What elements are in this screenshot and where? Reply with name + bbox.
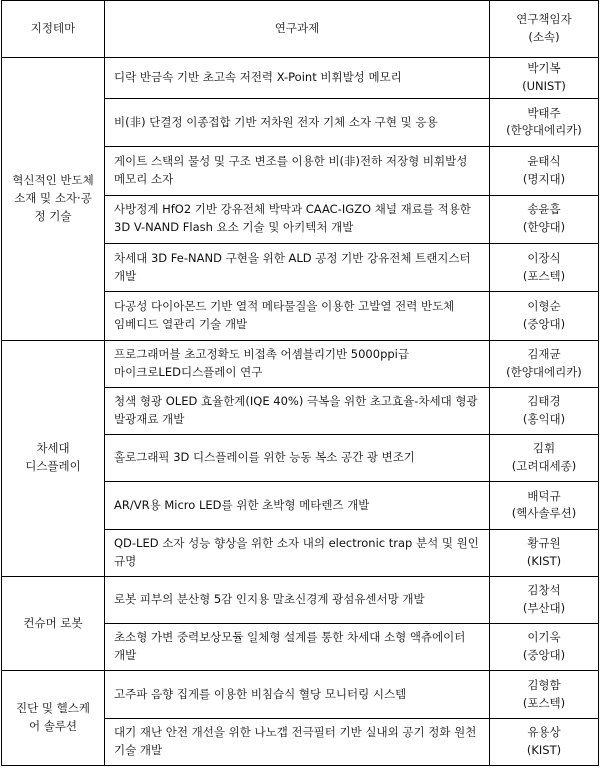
task-cell: 다공성 다이아몬드 기반 열적 메타물질을 이용한 고발열 전력 반도체 임베디드 열관리 기술 개발 [105, 292, 490, 340]
pi-cell: 김형함 (포스텍) [490, 671, 599, 718]
pi-cell: 김태경 (홍익대) [490, 387, 599, 434]
header-pi: 연구책임자 (소속) [490, 1, 599, 58]
pi-cell: 김창석 (부산대) [490, 576, 599, 623]
table-row [2, 58, 599, 99]
theme-cell-healthcare: 진단 및 헬스케 어 솔루션 [2, 671, 105, 766]
pi-cell: 박기복 (UNIST) [490, 58, 599, 99]
header-task: 연구과제 [105, 1, 490, 58]
pi-cell: 송윤흡 (한양대) [490, 195, 599, 243]
pi-cell: 유용상 (KIST) [490, 718, 599, 765]
task-cell: 차세대 3D Fe-NAND 구현을 위한 ALD 공정 기반 강유전체 트랜지스터 개발 [105, 243, 490, 291]
table-row [2, 576, 599, 623]
header-theme: 지정테마 [2, 1, 105, 58]
task-cell: 프로그래머블 초고정확도 비접촉 어셈블리기반 5000ppi급 마이크로LED디스플레이 연구 [105, 340, 490, 387]
pi-cell: 배덕규 (헥사솔루션) [490, 482, 599, 529]
table-row [2, 340, 599, 387]
theme-cell-semiconductor: 혁신적인 반도체 소재 및 소자·공 정 기술 [2, 58, 105, 341]
pi-cell: 황규원 (KIST) [490, 529, 599, 576]
pi-cell: 김휘 (고려대세종) [490, 435, 599, 482]
task-cell: 초소형 가변 중력보상모듈 일체형 설계를 통한 차세대 소형 액츄에이터 개발 [105, 624, 490, 671]
pi-cell: 김재균 (한양대에리카) [490, 340, 599, 387]
pi-cell: 윤태식 (명지대) [490, 147, 599, 195]
pi-cell: 박태주 (한양대에리카) [490, 98, 599, 146]
pi-cell: 이장식 (포스텍) [490, 243, 599, 291]
pi-cell: 이형순 (중앙대) [490, 292, 599, 340]
theme-cell-robot: 컨슈머 로봇 [2, 576, 105, 671]
task-cell: 디락 반금속 기반 초고속 저전력 X-Point 비휘발성 메모리 [105, 58, 490, 99]
task-cell: 고주파 음향 집게를 이용한 비침습식 혈당 모니터링 시스템 [105, 671, 490, 718]
task-cell: 게이트 스택의 물성 및 구조 변조를 이용한 비(非)전하 저장형 비휘발성 메모리 소자 [105, 147, 490, 195]
pi-cell: 이기욱 (중앙대) [490, 624, 599, 671]
task-cell: AR/VR용 Micro LED를 위한 초박형 메타렌즈 개발 [105, 482, 490, 529]
task-cell: QD-LED 소자 성능 향상을 위한 소자 내의 electronic trap 분석 및 원인 규명 [105, 529, 490, 576]
task-cell: 사방정계 HfO2 기반 강유전체 박막과 CAAC-IGZO 채널 재료를 적용한 3D V-NAND Flash 요소 기술 및 아키텍처 개발 [105, 195, 490, 243]
task-cell: 대기 재난 안전 개선을 위한 나노갭 전극필터 기반 실내외 공기 정화 원천 기술 개발 [105, 718, 490, 765]
task-cell: 로봇 피부의 분산형 5감 인지용 말초신경계 광섬유센서망 개발 [105, 576, 490, 623]
research-projects-table [1, 0, 599, 766]
theme-cell-display: 차세대 디스플레이 [2, 340, 105, 576]
header-row [2, 1, 599, 58]
table-row [2, 671, 599, 718]
task-cell: 비(非) 단결정 이종접합 기반 저차원 전자 기체 소자 구현 및 응용 [105, 98, 490, 146]
task-cell: 청색 형광 OLED 효율한계(IQE 40%) 극복을 위한 초고효율-차세대 형광 발광재료 개발 [105, 387, 490, 434]
task-cell: 홀로그래픽 3D 디스플레이를 위한 능동 복소 공간 광 변조기 [105, 435, 490, 482]
